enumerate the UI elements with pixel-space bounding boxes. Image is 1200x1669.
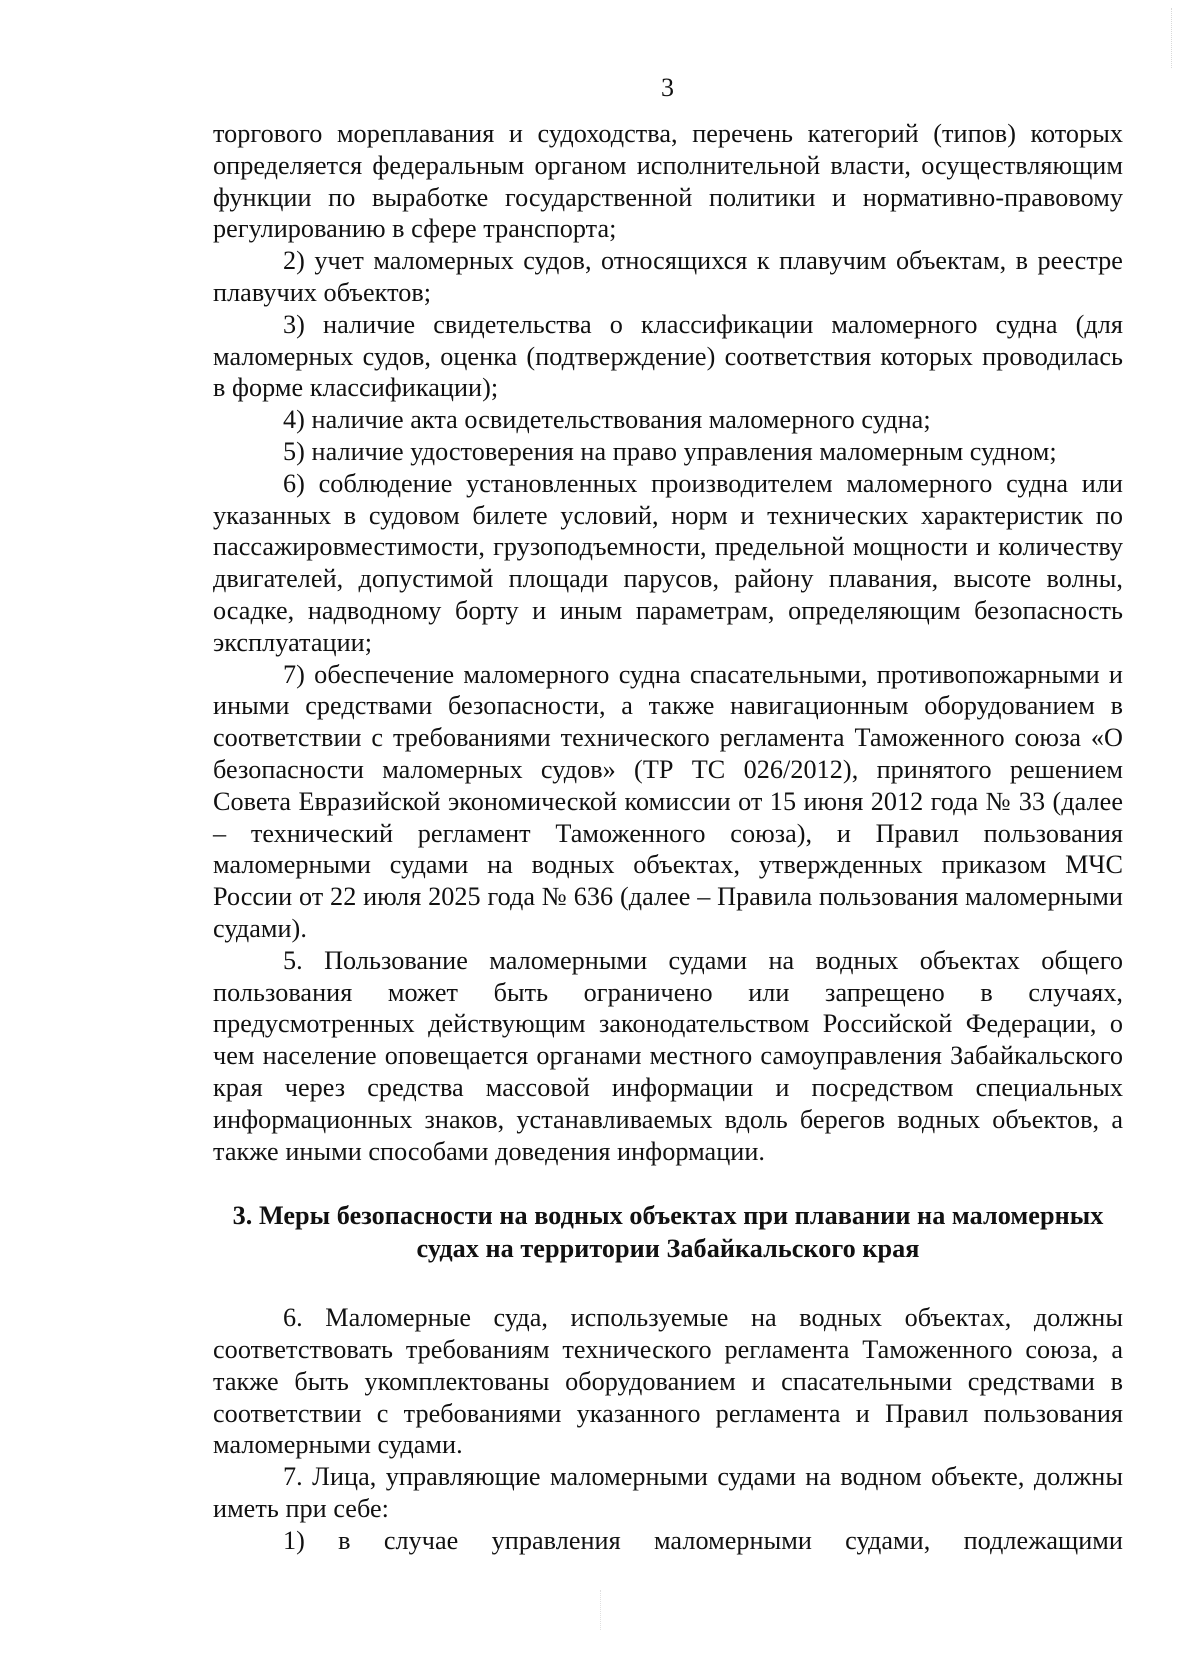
page-number: 3 <box>661 73 674 102</box>
clause-5: 5. Пользование маломерными судами на водных объектах общего пользования может быть ограничено или запрещено в случаях, предусмотренных действующим законодательством Российской Федерации, о чем население оповещается органами местного самоуправления Забайкальского края через средства массовой информации и посредством специальных информационных знаков, устанавливаемых вдоль берегов водных объектов, а также иными способами доведения информации. <box>213 945 1123 1166</box>
list-item-4: 4) наличие акта освидетельствования маломерного судна; <box>283 405 931 435</box>
scan-bottom-artifact <box>600 1590 602 1630</box>
list-item-6: 6) соблюдение установленных производителем маломерного судна или указанных в судовом билете условий, норм и технических характеристик по пассажировместимости, грузоподъемности, предельной мощности и количеству двигателей, допустимой площади парусов, району плавания, высоте волны, осадке, надводному борту и иным параметрам, определяющим безопасность эксплуатации; <box>213 468 1123 657</box>
list-item-5: 5) наличие удостоверения на право управления маломерным судном; <box>283 436 1057 466</box>
list-item-7: 7) обеспечение маломерного судна спасательными, противопожарными и иными средствами безопасности, а также навигационным оборудованием в соответствии с требованиями технического регламента Таможенного союза «О безопасности маломерных судов» (ТР ТС 026/2012), принятого решением Совета Евразийской экономической комиссии от 15 июня 2012 года № 33 (далее – технический регламент Таможенного союза), и Правил пользования маломерными судами на водных объектах, утвержденных приказом МЧС России от 22 июля 2025 года № 636 (далее – Правила пользования маломерными судами). <box>213 659 1123 943</box>
document-body <box>213 118 1123 1557</box>
scan-edge-artifact <box>1169 8 1172 68</box>
paragraph-continuation: торгового мореплавания и судоходства, перечень категорий (типов) которых определяется федеральным органом исполнительной власти, осуществляющим функции по выработке государственной политики и нормативно-правовому регулированию в сфере транспорта; <box>213 119 1123 244</box>
list-item-2: 2) учет маломерных судов, относящихся к плавучим объектам, в реестре плавучих объектов; <box>213 246 1123 307</box>
section-heading: 3. Меры безопасности на водных объектах при плавании на маломерных судах на территории Забайкальского края <box>232 1201 1104 1264</box>
list-item-3: 3) наличие свидетельства о классификации маломерного судна (для маломерных судов, оценка (подтверждение) соответствия которых проводилась в форме классификации); <box>213 309 1123 403</box>
clause-6: 6. Маломерные суда, используемые на водных объектах, должны соответствовать требованиям технического регламента Таможенного союза, а также быть укомплектованы оборудованием и спасательными средствами в соответствии с требованиями указанного регламента и Правил пользования маломерными судами. <box>213 1303 1123 1460</box>
clause-7: 7. Лица, управляющие маломерными судами на водном объекте, должны иметь при себе: <box>213 1462 1123 1524</box>
list-item-1-partial: 1) в случае управления маломерными судами, подлежащими <box>283 1525 1123 1555</box>
